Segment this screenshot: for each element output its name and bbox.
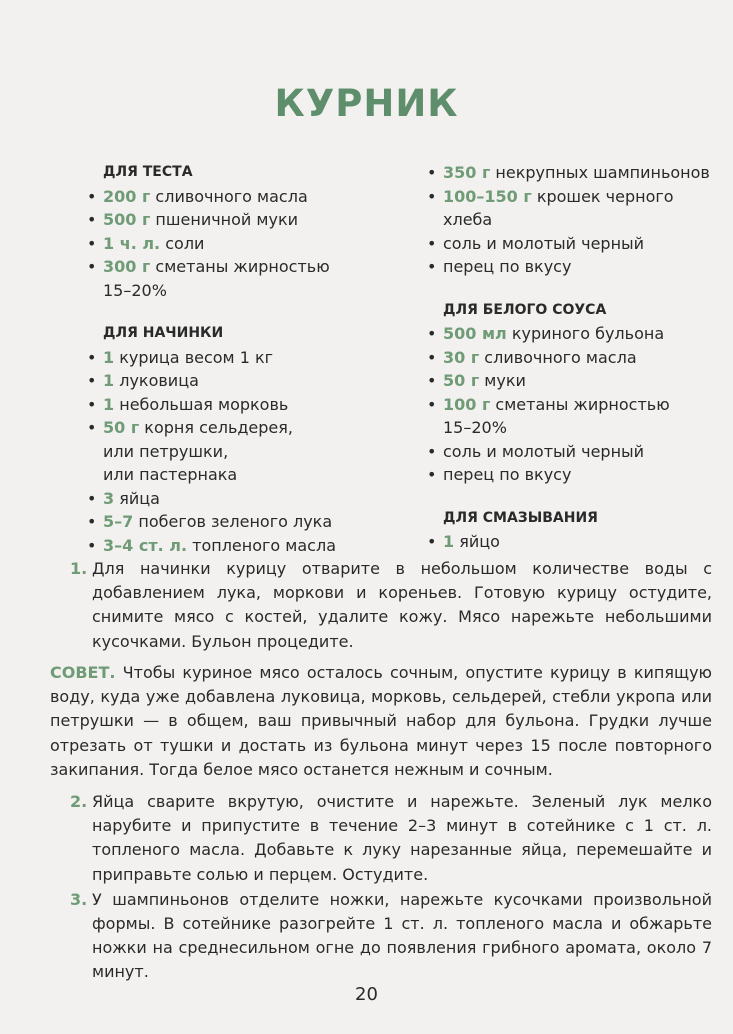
ingredient-item: • соль и молотый черный (427, 440, 727, 464)
ingredient-item: • 1 яйцо (427, 530, 727, 554)
bullet-icon: • (87, 418, 97, 437)
bullet-icon: • (87, 488, 97, 508)
bullet-icon: • (427, 257, 437, 276)
bullet-icon: • (87, 257, 97, 276)
ingredient-item: • 30 г сливочного масла (427, 346, 727, 370)
ingredient-item: • 1 ч. л. соли (87, 232, 367, 256)
step-item (70, 888, 712, 985)
step-item (70, 557, 712, 654)
ingredient-item: • 100–150 г крошек черного хлеба (427, 186, 674, 229)
bullet-icon: • (87, 535, 97, 555)
ingredient-item: • 3–4 ст. л. топленого масла (87, 534, 367, 558)
ingredient-item: • 50 г корня сельдерея, или петрушки, или пастернака (87, 418, 293, 484)
page-number: 20 (355, 984, 378, 1005)
recipe-title: КУРНИК (274, 82, 459, 125)
tip-text: Чтобы куриное мясо осталось сочным, опустите курицу в кипящую воду, куда уже добавлена луковица, морковь, сельдерей, стебли укропа или петрушки — в общем, ваш привычный набор для бульона. Грудки лучше отрезать от тушки и достать из бульона минут через 15 после повторного закипания. Тогда белое мясо останется нежным и сочным. (50, 663, 712, 779)
ingredient-item: • 300 г сметаны жирностью 15–20% (87, 257, 330, 300)
step-item (70, 790, 712, 887)
tip-label: СОВЕТ. (50, 663, 116, 682)
steps-block-2 (70, 790, 712, 985)
bullet-icon: • (427, 371, 437, 390)
tip-block (50, 661, 712, 782)
ingredient-item: • 1 небольшая морковь (87, 393, 367, 417)
ingredient-item: • 5–7 побегов зеленого лука (87, 510, 367, 534)
ingredient-item: • 500 г пшеничной муки (87, 208, 367, 232)
ingredient-item: • 350 г некрупных шампиньонов (427, 161, 727, 185)
ingredient-item: • перец по вкусу (427, 463, 727, 487)
ingredient-item: • 50 г муки (427, 369, 727, 393)
step-text: Яйца сварите вкрутую, очистите и нарежьте. Зеленый лук мелко нарубите и припустите в течение 2–3 минут в сотейнике с 1 ст. л. топленого масла. Добавьте к луку нарезанные яйца, перемешайте и приправьте солью и перцем. Остудите. (92, 792, 712, 884)
bullet-icon: • (427, 233, 437, 253)
filling-heading: ДЛЯ НАЧИНКИ (103, 325, 224, 341)
bullet-icon: • (427, 324, 437, 343)
ingredient-item: • соль и молотый черный (427, 232, 727, 256)
ingredient-item: • 100 г сметаны жирностью 15–20% (427, 394, 670, 437)
step-number: 1. (70, 559, 88, 578)
bullet-icon: • (87, 394, 97, 414)
glaze-heading: ДЛЯ СМАЗЫВАНИЯ (443, 509, 598, 526)
bullet-icon: • (427, 186, 437, 206)
bullet-icon: • (87, 512, 97, 531)
bullet-icon: • (87, 371, 97, 390)
bullet-icon: • (427, 347, 437, 367)
sauce-heading: ДЛЯ БЕЛОГО СОУСА (443, 301, 607, 318)
ingredient-item: • 1 курица весом 1 кг (87, 346, 367, 370)
step-number: 2. (70, 792, 88, 811)
ingredients-right-column (427, 161, 727, 554)
ingredient-item: • перец по вкусу (427, 255, 727, 279)
bullet-icon: • (427, 441, 437, 461)
step-text: У шампиньонов отделите ножки, нарежьте кусочками произвольной формы. В сотейнике разогрейте 1 ст. л. топленого масла и обжарьте ножки на среднесильном огне до появления грибного аромата, около 7 минут. (92, 889, 712, 982)
dough-heading: ДЛЯ ТЕСТА (103, 164, 193, 180)
ingredient-item: • 200 г сливочного масла (87, 185, 367, 209)
steps-block-1 (70, 557, 712, 654)
bullet-icon: • (427, 465, 437, 484)
bullet-icon: • (427, 394, 437, 414)
step-text: Для начинки курицу отварите в небольшом количестве воды с добавлением лука, моркови и кореньев. Готовую курицу остудите, снимите мясо с костей, удалите кожу. Мясо нарежьте небольшими кусочками. Бульон процедите. (92, 559, 712, 651)
ingredient-item: • 1 луковица (87, 369, 367, 393)
bullet-icon: • (87, 233, 97, 253)
bullet-icon: • (427, 163, 437, 182)
bullet-icon: • (87, 210, 97, 229)
bullet-icon: • (427, 532, 437, 551)
ingredients-left-column (87, 161, 367, 557)
ingredient-item: • 3 яйца (87, 487, 367, 511)
step-number: 3. (70, 889, 88, 909)
ingredient-item: • 500 мл куриного бульона (427, 322, 727, 346)
bullet-icon: • (87, 347, 97, 367)
bullet-icon: • (87, 186, 97, 206)
